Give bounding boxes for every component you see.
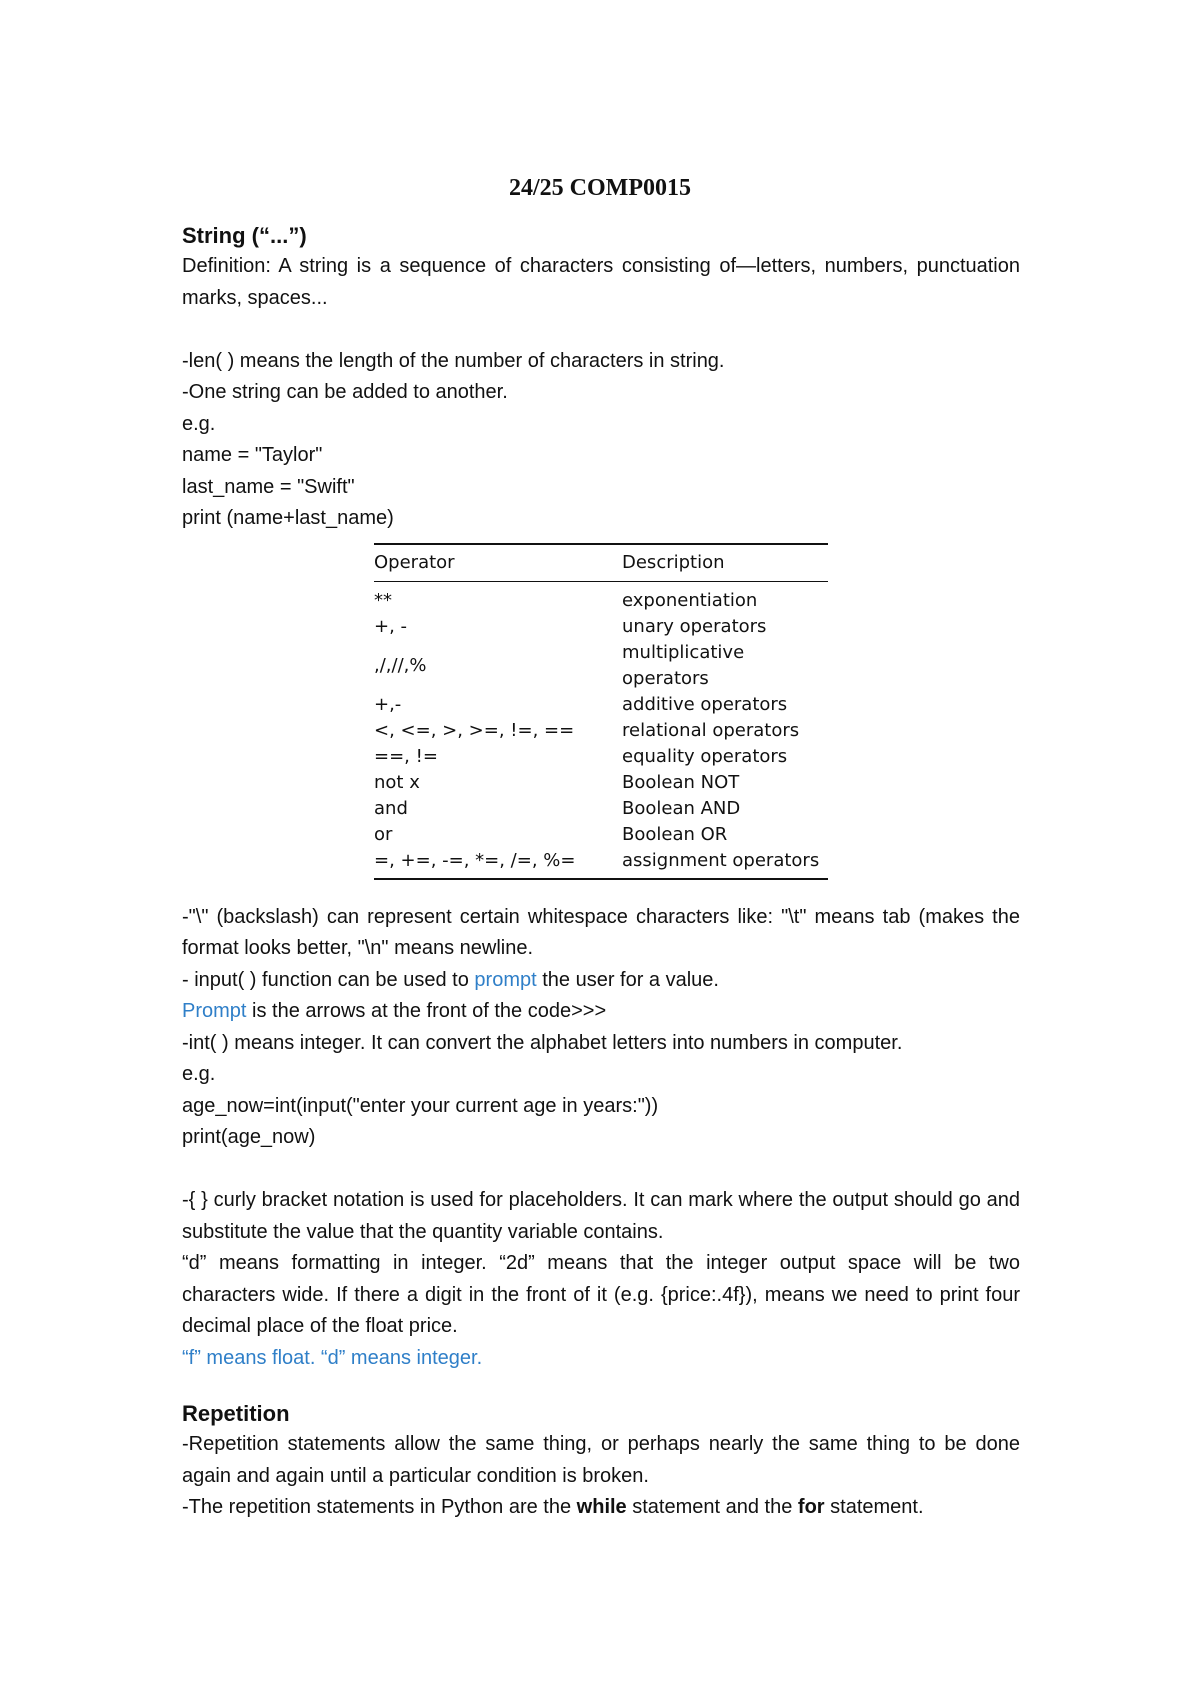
spacer: [182, 1154, 1020, 1186]
prompt-term: prompt: [474, 968, 537, 991]
example-label: e.g.: [182, 1063, 216, 1085]
header-operator: Operator: [374, 544, 622, 582]
curly-bracket-note: -{ } curly bracket notation is used for placeholders. It can mark where the output should go and substitute the value that the quantity variable contains.: [182, 1189, 1020, 1243]
operator-cell: =, +=, -=, *=, /=, %=: [374, 848, 622, 879]
example-label: e.g.: [182, 412, 216, 435]
input-note-text: - input( ) function can be used to: [182, 968, 475, 991]
spacer: [182, 1374, 1020, 1398]
description-cell: unary operators: [622, 615, 767, 637]
float-int-note: “f” means float. “d” means integer.: [182, 1346, 483, 1369]
table-row: [374, 822, 828, 848]
input-note: [182, 965, 1020, 997]
for-keyword: for: [797, 1496, 825, 1518]
spacer: [182, 314, 1020, 346]
repetition-text: statement.: [824, 1496, 924, 1518]
concat-note: -One string can be added to another.: [182, 381, 508, 403]
input-note-text: the user for a value.: [536, 968, 719, 991]
operator-cell: +, -: [374, 615, 408, 637]
document-body: [182, 220, 1020, 1524]
notes-block: [182, 902, 1020, 1375]
operator-cell: **: [374, 589, 392, 611]
table-row: [374, 640, 828, 692]
operator-cell: not x: [374, 771, 420, 793]
len-note: -len( ) means the length of the number of characters in string.: [182, 349, 725, 372]
operator-cell: or: [374, 823, 393, 845]
table-row: [374, 614, 828, 640]
operator-cell: ,/,//,%: [374, 654, 427, 676]
int-note: -int( ) means integer. It can convert the alphabet letters into numbers in computer.: [182, 1031, 903, 1054]
backslash-note: -"\" (backslash) can represent certain whitespace characters like: "\t" means tab (makes the format looks better, "\n" means newline.: [182, 905, 1020, 959]
code-line: print(age_now): [182, 1126, 316, 1148]
string-heading: String (“...”): [182, 223, 307, 248]
operator-cell: ==, !=: [374, 745, 438, 767]
code-line: age_now=int(input("enter your current age in years:")): [182, 1094, 659, 1117]
operator-table: [374, 543, 828, 880]
prompt-term: Prompt: [182, 1000, 247, 1022]
table-row: [374, 770, 828, 796]
header-description: Description: [622, 544, 828, 582]
operator-cell: <, <=, >, >=, !=, ==: [374, 719, 575, 741]
code-line: print (name+last_name): [182, 507, 394, 529]
repetition-statements-note: [182, 1492, 1020, 1524]
description-cell: exponentiation: [622, 589, 758, 611]
table-row: [374, 718, 828, 744]
repetition-text: -The repetition statements in Python are the: [182, 1496, 577, 1518]
repetition-note: -Repetition statements allow the same thing, or perhaps nearly the same thing to be done again and again until a particular condition is broken.: [182, 1433, 1020, 1487]
while-keyword: while: [576, 1496, 627, 1518]
table-row: [374, 796, 828, 822]
table-row: [374, 581, 828, 614]
prompt-note: [182, 996, 1020, 1028]
description-cell: equality operators: [622, 745, 788, 767]
repetition-text: statement and the: [626, 1496, 798, 1518]
description-cell: relational operators: [622, 719, 800, 741]
string-definition: Definition: A string is a sequence of characters consisting of—letters, numbers, punctuation marks, spaces...: [182, 255, 1020, 309]
description-cell: additive operators: [622, 693, 788, 715]
description-cell: Boolean NOT: [622, 771, 740, 793]
description-cell: Boolean AND: [622, 797, 741, 819]
operator-cell: and: [374, 797, 408, 819]
table-header-row: [374, 544, 828, 582]
table-row: [374, 848, 828, 879]
format-note: “d” means formatting in integer. “2d” means that the integer output space will be two characters wide. If there a digit in the front of it (e.g. {price:.4f}), means we need to print four decimal place of the float price.: [182, 1252, 1020, 1337]
description-cell: Boolean OR: [622, 823, 728, 845]
description-cell: multiplicative operators: [622, 641, 745, 689]
prompt-note-text: is the arrows at the front of the code>>>: [246, 1000, 607, 1022]
description-cell: assignment operators: [622, 848, 828, 879]
operator-table-figure: [374, 543, 828, 880]
page-title: 24/25 COMP0015: [509, 175, 691, 201]
repetition-heading: Repetition: [182, 1401, 290, 1426]
code-line: name = "Taylor": [182, 444, 323, 466]
code-line: last_name = "Swift": [182, 475, 355, 498]
table-row: [374, 744, 828, 770]
table-row: [374, 692, 828, 718]
operator-cell: +,-: [374, 693, 402, 715]
